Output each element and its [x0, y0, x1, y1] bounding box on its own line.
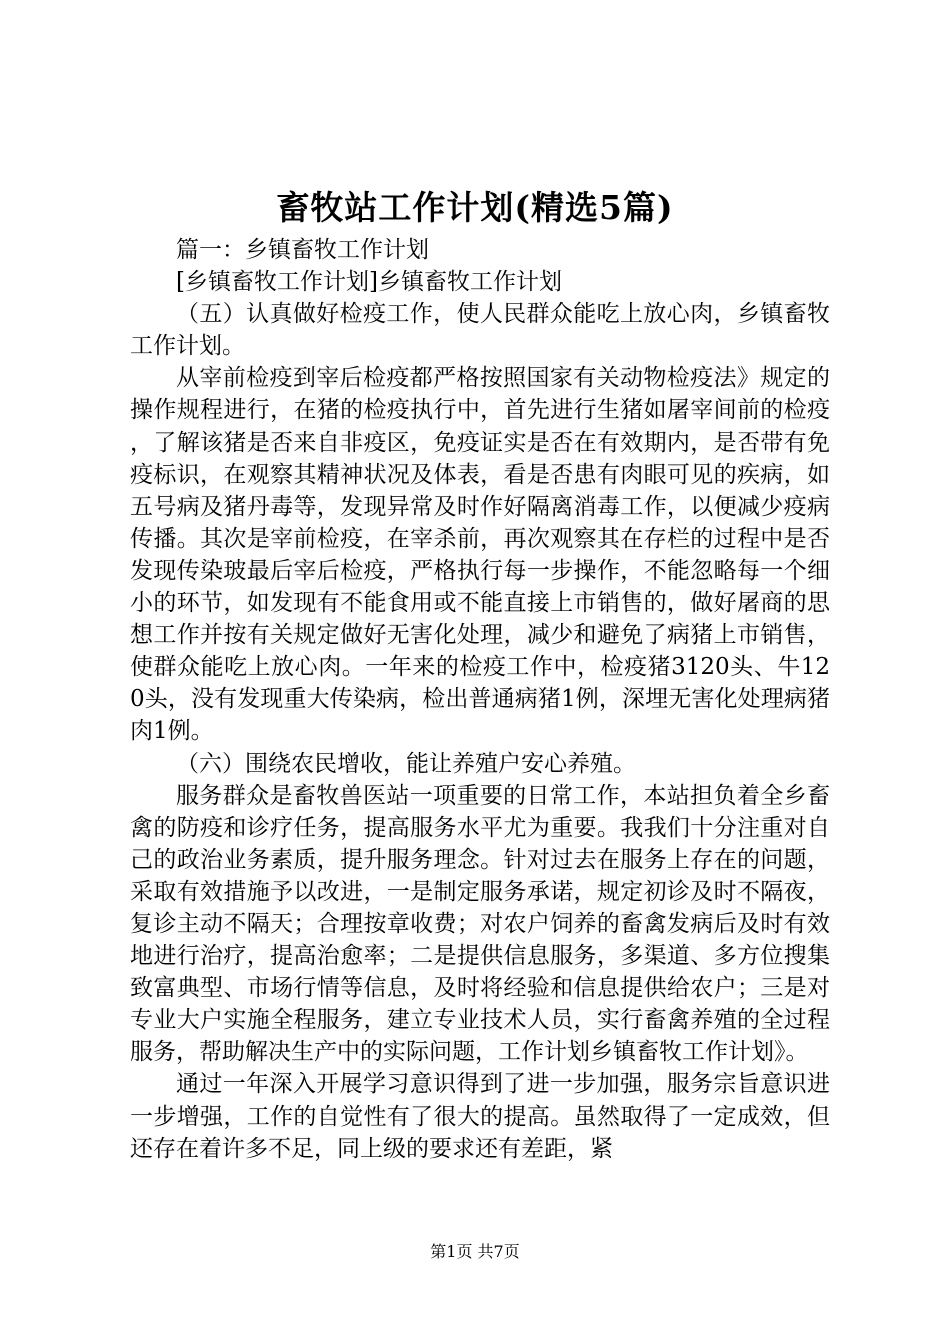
paragraph-summary: 通过一年深入开展学习意识得到了进一步加强，服务宗旨意识进一步增强，工作的自觉性有了很大的提高。虽然取得了一定成效，但还存在着许多不足，同上级的要求还有差距，紧	[130, 1071, 830, 1162]
paragraph-item-five: （五）认真做好检疫工作，使人民群众能吃上放心肉，乡镇畜牧工作计划。	[130, 301, 830, 360]
document-body	[130, 234, 830, 1165]
paragraph-item-six: （六）围绕农民增收，能让养殖户安心养殖。	[176, 750, 636, 777]
document-title: 畜牧站工作计划(精选5篇)	[276, 188, 674, 227]
paragraph-service: 服务群众是畜牧兽医站一项重要的日常工作，本站担负着全乡畜禽的防疫和诊疗任务，提高服务水平尤为重要。我我们十分注重对自己的政治业务素质，提升服务理念。针对过去在服务上存在的问题，采取有效措施予以改进，一是制定服务承诺，规定初诊及时不隔夜，复诊主动不隔天；合理按章收费；对农户饲养的畜禽发病后及时有效地进行治疗，提高治愈率；二是提供信息服务，多渠道、多方位搜集致富典型、市场行情等信息，及时将经验和信息提供给农户；三是对专业大户实施全程服务，建立专业技术人员，实行畜禽养殖的全过程服务，帮助解决生产中的实际问题，工作计划乡镇畜牧工作计划》。	[130, 782, 830, 1066]
paragraph-inspection: 从宰前检疫到宰后检疫都严格按照国家有关动物检疫法》规定的操作规程进行，在猪的检疫执行中，首先进行生猪如屠宰间前的检疫，了解该猪是否来自非疫区，免疫证实是否在有效期内，是否带有免疫标识，在观察其精神状况及体表，看是否患有肉眼可见的疾病，如五号病及猪丹毒等，发现异常及时作好隔离消毒工作，以便减少疫病传播。其次是宰前检疫，在宰杀前，再次观察其在存栏的过程中是否发现传染玻最后宰后检疫，严格执行每一步操作，不能忽略每一个细小的环节，如发现有不能食用或不能直接上市销售的，做好屠商的思想工作并按有关规定做好无害化处理，减少和避免了病猪上市销售，使群众能吃上放心肉。一年来的检疫工作中，检疫猪3120头、牛120头，没有发现重大传染病，检出普通病猪1例，深埋无害化处理病猪肉1例。	[130, 365, 830, 745]
paragraph-subheading: [乡镇畜牧工作计划]乡镇畜牧工作计划	[176, 269, 562, 296]
paragraph-section-heading: 篇一：乡镇畜牧工作计划	[176, 237, 429, 263]
page-number: 第1页 共7页	[430, 1242, 520, 1261]
